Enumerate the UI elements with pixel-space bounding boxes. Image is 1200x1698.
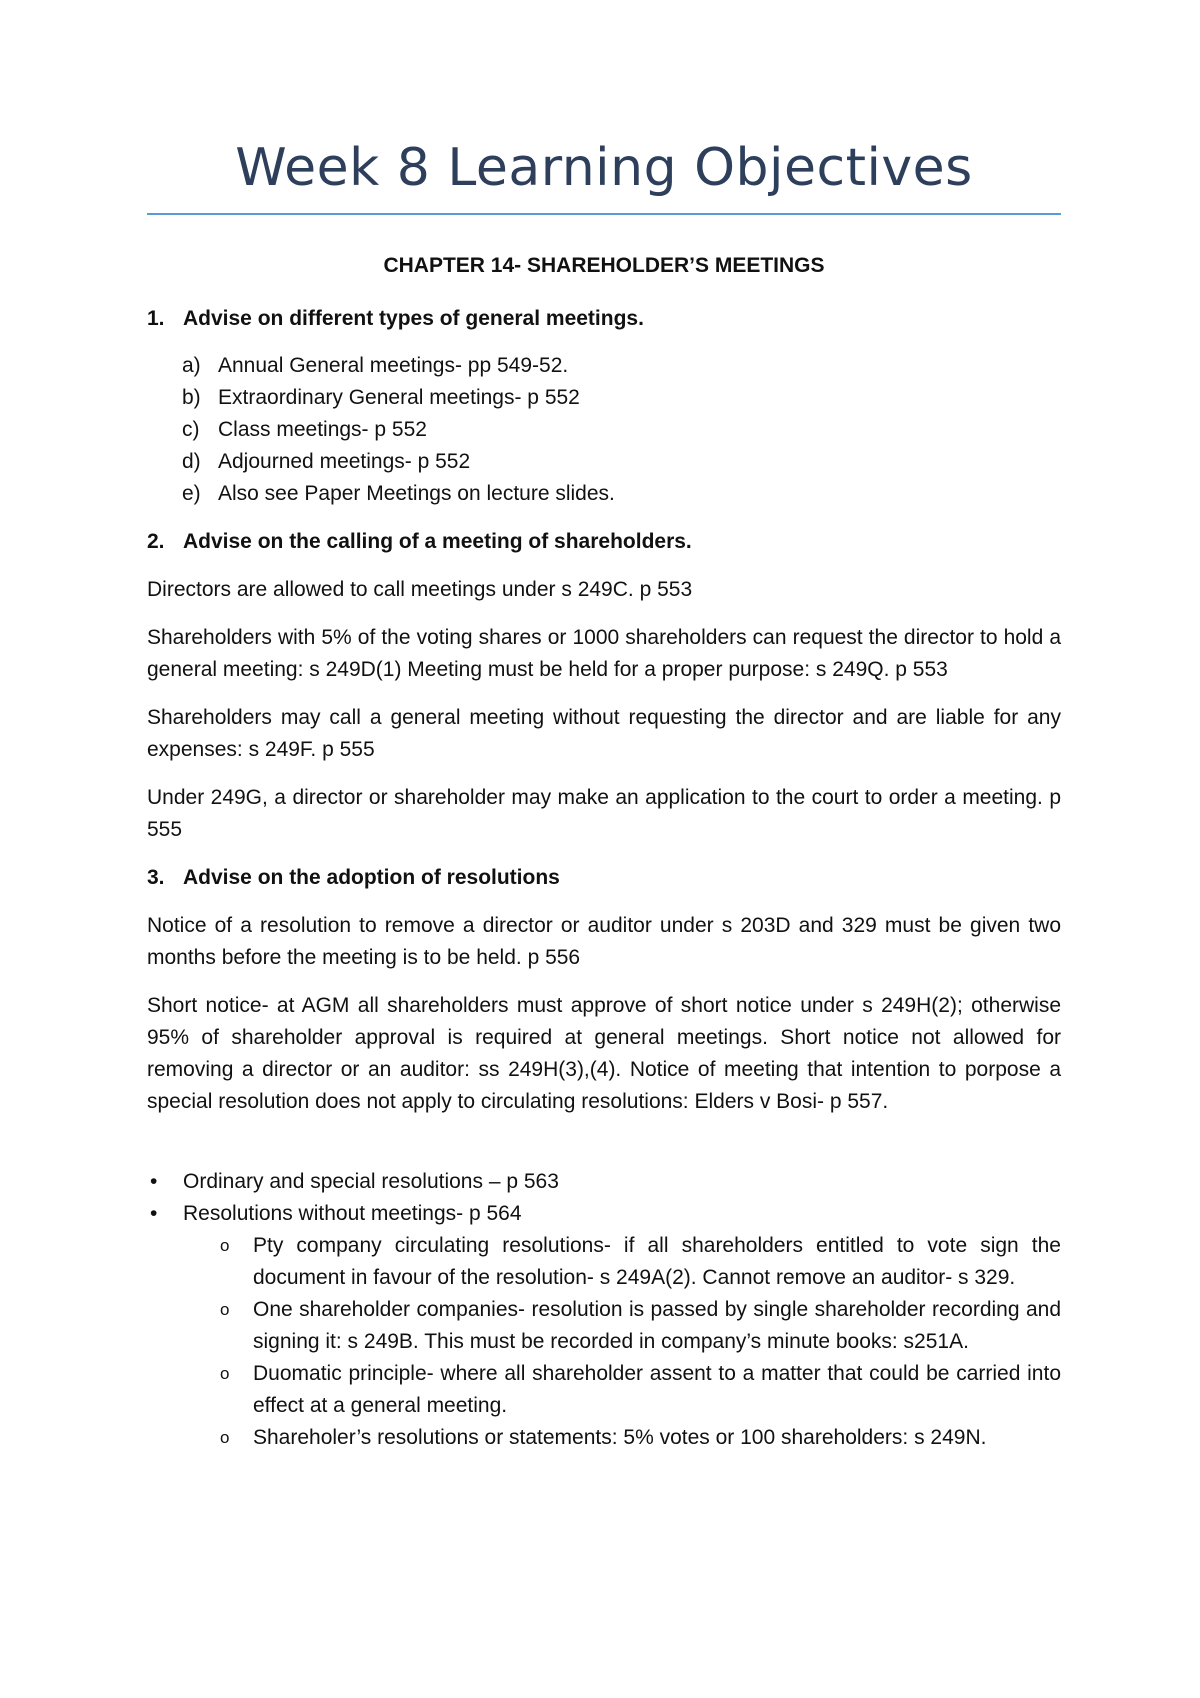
objective-1-number: 1.: [147, 307, 165, 330]
chapter-heading: CHAPTER 14- SHAREHOLDER’S MEETINGS: [383, 254, 825, 277]
objective-2-number: 2.: [147, 530, 165, 553]
sub-bullet-item: o Shareholer’s resolutions or statements: 5% votes or 100 shareholders: s 249N.: [217, 1422, 1061, 1454]
meeting-types-list: [182, 350, 982, 510]
paragraph: Shareholders with 5% of the voting shares or 1000 shareholders can request the director to hold a general meeting: s 249D(1) Meeting must be held for a proper purpose: s 249Q. p 553: [147, 626, 1061, 681]
paragraph: Notice of a resolution to remove a director or auditor under s 203D and 329 must be given two months before the meeting is to be held. p 556: [147, 914, 1061, 969]
objective-1-heading: [147, 303, 1061, 335]
objective-1-text: Advise on different types of general meetings.: [183, 307, 644, 330]
list-item: a) Annual General meetings- pp 549-52.: [182, 354, 569, 377]
list-item: e) Also see Paper Meetings on lecture slides.: [182, 482, 615, 505]
objective-3-number: 3.: [147, 866, 165, 889]
page-title: Week 8 Learning Objectives: [235, 138, 973, 198]
paragraph: Short notice- at AGM all shareholders must approve of short notice under s 249H(2); otherwise 95% of shareholder approval is required at general meetings. Short notice not allowed for removing a director or an auditor: ss 249H(3),(4). Notice of meeting that intention to porpose a special resolution does not apply to circulating resolutions: Elders v Bosi- p 557.: [147, 994, 1061, 1113]
bullet-icon: •: [150, 1202, 158, 1225]
paragraph: Under 249G, a director or shareholder may make an application to the court to order a meeting. p 555: [147, 786, 1061, 841]
list-item: b) Extraordinary General meetings- p 552: [182, 386, 580, 409]
bullet-icon: •: [150, 1170, 158, 1193]
circle-bullet-icon: o: [220, 1364, 230, 1383]
objective-3-text: Advise on the adoption of resolutions: [183, 866, 560, 889]
sub-bullet-item: o One shareholder companies- resolution is passed by single shareholder recording and signing it: s 249B. This must be recorded in company’s minute books: s251A.: [217, 1294, 1061, 1358]
title-underline: [147, 213, 1061, 215]
circle-bullet-icon: o: [220, 1428, 230, 1447]
objective-2-text: Advise on the calling of a meeting of shareholders.: [183, 530, 692, 553]
circle-bullet-icon: o: [220, 1236, 230, 1255]
circle-bullet-icon: o: [220, 1300, 230, 1319]
sub-bullet-item: o Pty company circulating resolutions- if all shareholders entitled to vote sign the document in favour of the resolution- s 249A(2). Cannot remove an auditor- s 329.: [217, 1230, 1061, 1294]
sub-bullet-item: o Duomatic principle- where all shareholder assent to a matter that could be carried into effect at a general meeting.: [217, 1358, 1061, 1422]
list-item: d) Adjourned meetings- p 552: [182, 450, 471, 473]
list-item: c) Class meetings- p 552: [182, 418, 427, 441]
objective-3-heading: [147, 862, 1061, 894]
bullet-item: • Ordinary and special resolutions – p 563: [147, 1166, 1061, 1198]
objective-2-heading: [147, 526, 1061, 558]
bullet-item: • Resolutions without meetings- p 564: [147, 1198, 1061, 1230]
resolutions-bullet-list: [147, 1166, 1061, 1454]
paragraph: Directors are allowed to call meetings under s 249C. p 553: [147, 578, 693, 601]
paragraph: Shareholders may call a general meeting without requesting the director and are liable for any expenses: s 249F. p 555: [147, 706, 1061, 761]
